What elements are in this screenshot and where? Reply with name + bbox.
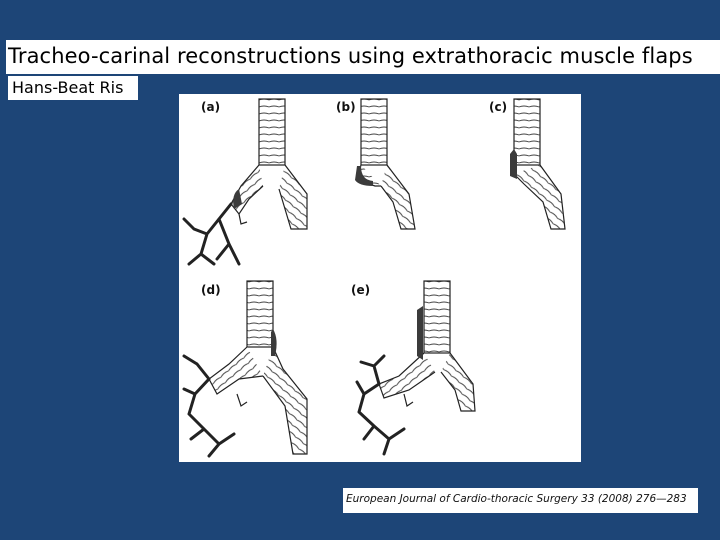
- panel-label-e: (e): [351, 283, 371, 297]
- panel-b-drawing: [355, 99, 415, 229]
- journal-citation: European Journal of Cardio-thoracic Surgery 33 (2008) 276—283: [346, 493, 687, 505]
- slide-title: Tracheo-carinal reconstructions using extrathoracic muscle flaps: [8, 44, 693, 68]
- panel-label-a: (a): [201, 100, 221, 114]
- citation-box: [343, 488, 698, 513]
- panel-a-drawing: [184, 99, 307, 264]
- panel-label-d: (d): [201, 283, 221, 297]
- panel-label-c: (c): [489, 100, 508, 114]
- panel-c-drawing: [510, 99, 565, 229]
- author-name: Hans-Beat Ris: [12, 78, 124, 97]
- airway-reconstruction-figure: [179, 94, 581, 462]
- panel-e-drawing: [357, 281, 475, 454]
- slide-title-box: [6, 40, 720, 74]
- panel-d-drawing: [184, 281, 307, 456]
- author-box: [8, 76, 138, 100]
- figure-drawings: [179, 94, 581, 462]
- panel-label-b: (b): [336, 100, 356, 114]
